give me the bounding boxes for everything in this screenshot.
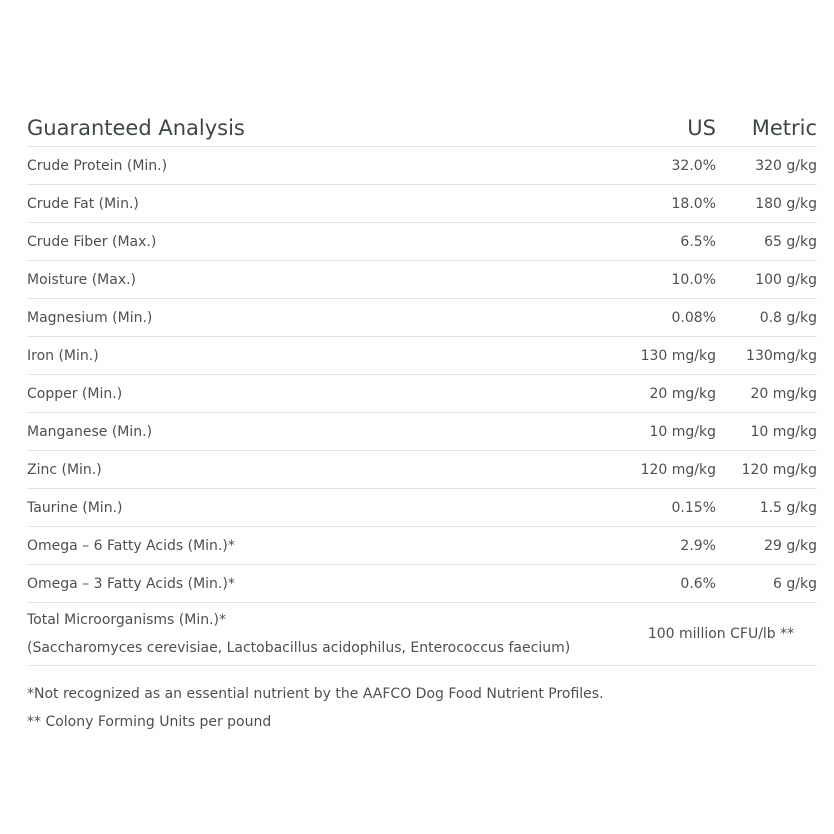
us-value: 20 mg/kg xyxy=(605,375,716,413)
table-header-row xyxy=(27,102,817,147)
table-row xyxy=(27,413,817,451)
us-value: 130 mg/kg xyxy=(605,337,716,375)
us-value: 18.0% xyxy=(605,185,716,223)
nutrient-name: Omega – 3 Fatty Acids (Min.)* xyxy=(27,565,605,603)
table-row xyxy=(27,185,817,223)
us-value: 120 mg/kg xyxy=(605,451,716,489)
metric-value: 1.5 g/kg xyxy=(716,489,817,527)
footnotes xyxy=(27,680,817,736)
metric-value: 180 g/kg xyxy=(716,185,817,223)
metric-value: 10 mg/kg xyxy=(716,413,817,451)
nutrient-name: Moisture (Max.) xyxy=(27,261,605,299)
table-row xyxy=(27,147,817,185)
metric-value: 6 g/kg xyxy=(716,565,817,603)
table-title: Guaranteed Analysis xyxy=(27,102,605,147)
metric-value: 130mg/kg xyxy=(716,337,817,375)
table-row xyxy=(27,451,817,489)
table-row xyxy=(27,337,817,375)
metric-value: 100 g/kg xyxy=(716,261,817,299)
us-value: 0.08% xyxy=(605,299,716,337)
column-header-us: US xyxy=(605,102,716,147)
table-row xyxy=(27,565,817,603)
nutrient-name: Total Microorganisms (Min.)* xyxy=(27,612,227,628)
footnote-aafco: *Not recognized as an essential nutrient by the AAFCO Dog Food Nutrient Profiles. xyxy=(27,686,604,702)
nutrient-name: Taurine (Min.) xyxy=(27,489,605,527)
us-value: 10 mg/kg xyxy=(605,413,716,451)
table-row xyxy=(27,223,817,261)
nutrient-name: Zinc (Min.) xyxy=(27,451,605,489)
nutrient-name: Omega – 6 Fatty Acids (Min.)* xyxy=(27,527,605,565)
us-value: 32.0% xyxy=(605,147,716,185)
footnote-cfu: ** Colony Forming Units per pound xyxy=(27,714,272,730)
column-header-metric: Metric xyxy=(716,102,817,147)
metric-value: 65 g/kg xyxy=(716,223,817,261)
table-row xyxy=(27,527,817,565)
metric-value: 0.8 g/kg xyxy=(716,299,817,337)
table-row xyxy=(27,299,817,337)
nutrient-name: Crude Fat (Min.) xyxy=(27,185,605,223)
guaranteed-analysis-table xyxy=(27,102,817,666)
nutrient-name: Crude Fiber (Max.) xyxy=(27,223,605,261)
table-row xyxy=(27,261,817,299)
nutrient-name-cell xyxy=(27,603,605,666)
us-value: 0.15% xyxy=(605,489,716,527)
nutrient-name: Copper (Min.) xyxy=(27,375,605,413)
table-row-microorganisms xyxy=(27,603,817,666)
nutrient-name: Magnesium (Min.) xyxy=(27,299,605,337)
nutrient-name: Crude Protein (Min.) xyxy=(27,147,605,185)
us-value: 2.9% xyxy=(605,527,716,565)
us-value: 6.5% xyxy=(605,223,716,261)
metric-value: 120 mg/kg xyxy=(716,451,817,489)
us-value: 10.0% xyxy=(605,261,716,299)
microorganisms-value: 100 million CFU/lb ** xyxy=(605,603,817,666)
metric-value: 29 g/kg xyxy=(716,527,817,565)
guaranteed-analysis-panel xyxy=(27,102,817,736)
nutrient-name: Iron (Min.) xyxy=(27,337,605,375)
table-row xyxy=(27,375,817,413)
us-value: 0.6% xyxy=(605,565,716,603)
nutrient-detail: (Saccharomyces cerevisiae, Lactobacillus acidophilus, Enterococcus faecium) xyxy=(27,640,571,656)
table-row xyxy=(27,489,817,527)
metric-value: 320 g/kg xyxy=(716,147,817,185)
nutrient-name: Manganese (Min.) xyxy=(27,413,605,451)
metric-value: 20 mg/kg xyxy=(716,375,817,413)
